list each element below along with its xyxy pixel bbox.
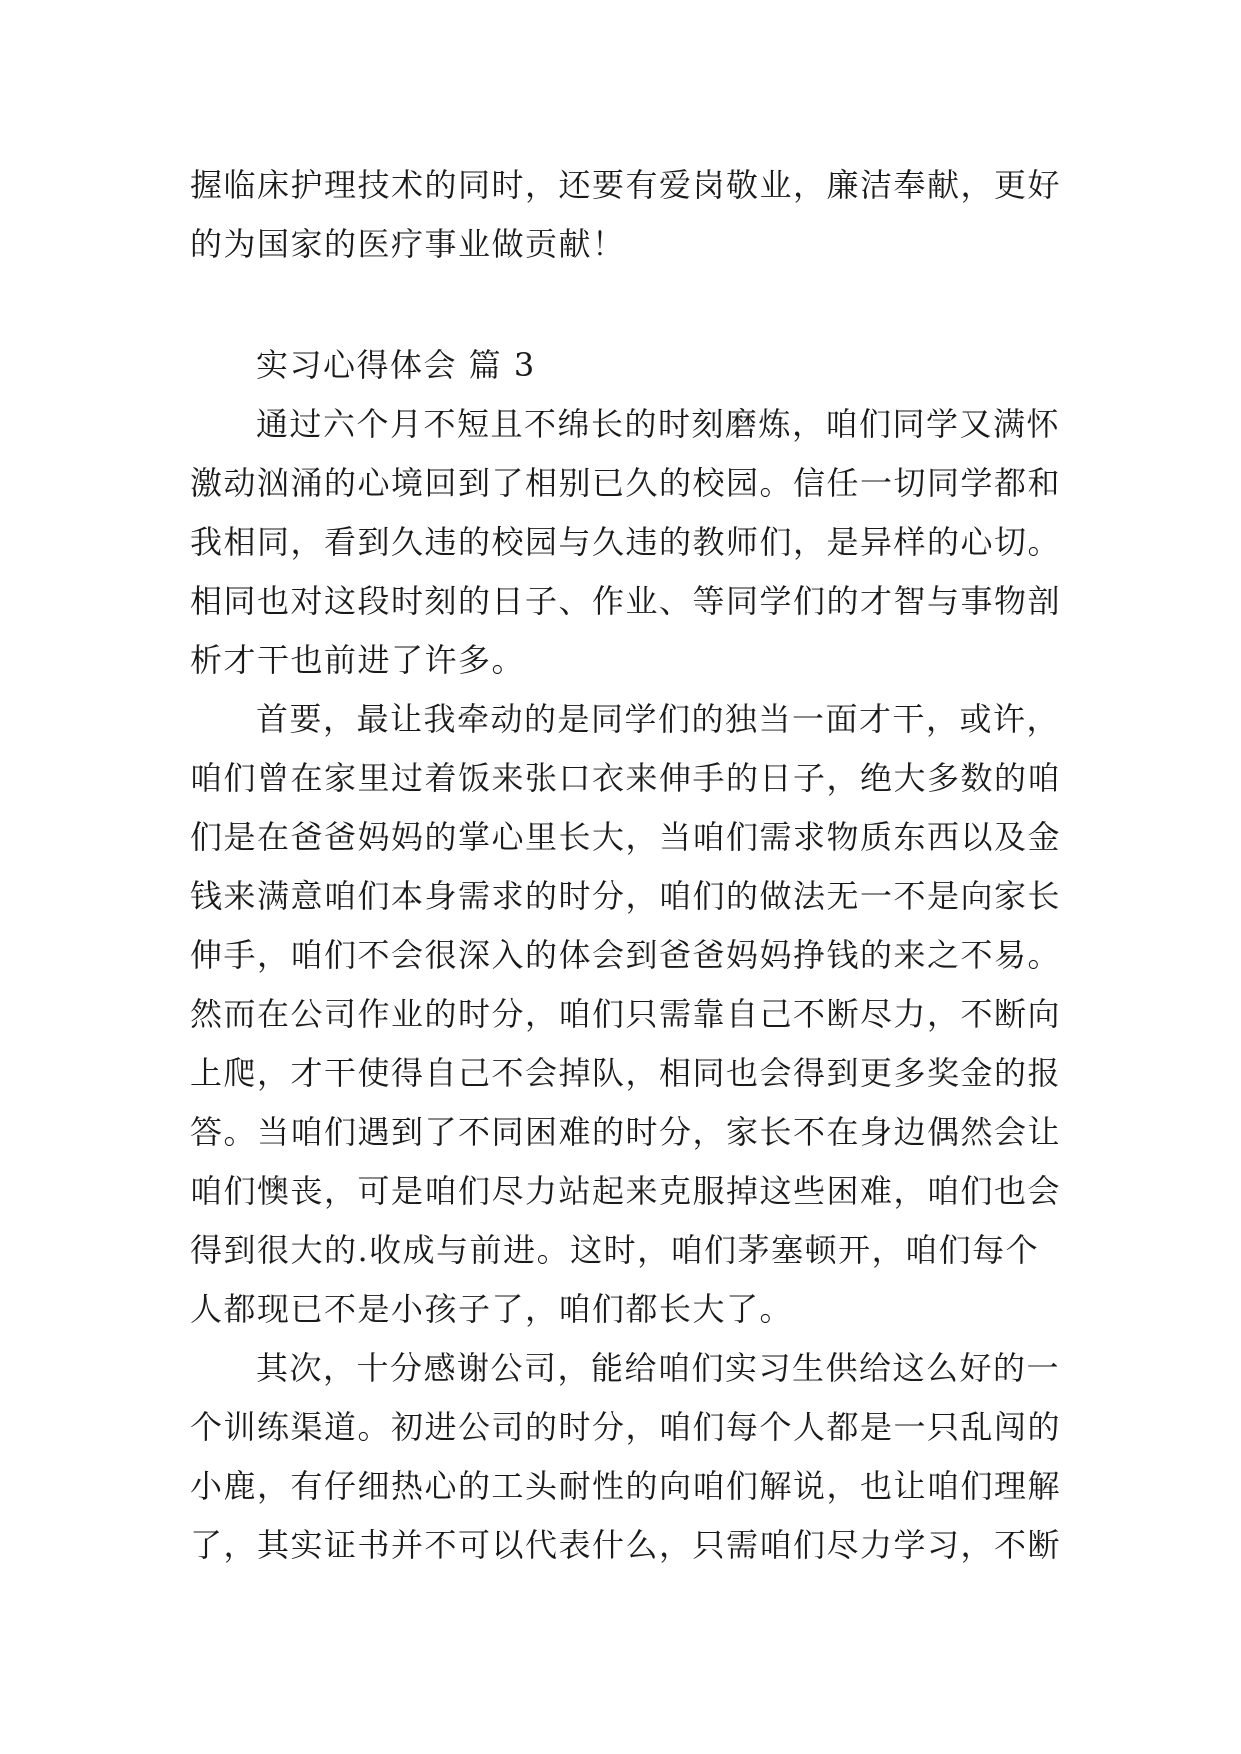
text-line: 个训练渠道。初进公司的时分，咱们每个人都是一只乱闯的 [190,1408,1062,1446]
text-line: 上爬，才干使得自己不会掉队，相同也会得到更多奖金的报 [190,1054,1062,1092]
text-line: 咱们曾在家里过着饭来张口衣来伸手的日子，绝大多数的咱 [190,759,1062,797]
paragraph-3 [190,1339,1070,1575]
text-line: 首要，最让我牵动的是同学们的独当一面才干，或许， [256,700,1061,738]
text-line: 们是在爸爸妈妈的掌心里长大，当咱们需求物质东西以及金 [190,818,1062,856]
text-line: 答。当咱们遇到了不同困难的时分，家长不在身边偶然会让 [190,1113,1062,1151]
text-line: 其次，十分感谢公司，能给咱们实习生供给这么好的一 [256,1349,1061,1387]
section-heading: 实习心得体会 篇 3 [256,346,536,384]
text-line: 小鹿，有仔细热心的工头耐性的向咱们解说，也让咱们理解 [190,1467,1062,1505]
text-line: 的为国家的医疗事业做贡献！ [190,225,626,263]
text-line: 然而在公司作业的时分，咱们只需靠自己不断尽力，不断向 [190,995,1062,1033]
text-line: 析才干也前进了许多。 [190,641,526,679]
text-line: 人都现已不是小孩子了，咱们都长大了。 [190,1290,794,1328]
document-body [190,156,1070,1575]
text-line: 了，其实证书并不可以代表什么，只需咱们尽力学习，不断 [190,1526,1062,1564]
text-line: 我相同，看到久违的校园与久违的教师们，是异样的心切。 [190,523,1062,561]
text-line: 咱们懊丧，可是咱们尽力站起来克服掉这些困难，咱们也会 [190,1172,1062,1210]
text-line: 通过六个月不短且不绵长的时刻磨炼，咱们同学又满怀 [256,405,1061,443]
text-line: 相同也对这段时刻的日子、作业、等同学们的才智与事物剖 [190,582,1062,620]
text-line: 激动汹涌的心境回到了相别已久的校园。信任一切同学都和 [190,464,1062,502]
paragraph-2 [190,690,1070,1339]
paragraph-1 [190,395,1070,690]
text-line: 得到很大的.收成与前进。这时，咱们茅塞顿开，咱们每个 [190,1231,1040,1269]
text-line: 握临床护理技术的同时，还要有爱岗敬业，廉洁奉献，更好 [190,166,1062,204]
text-line: 伸手，咱们不会很深入的体会到爸爸妈妈挣钱的来之不易。 [190,936,1062,974]
text-line: 钱来满意咱们本身需求的时分，咱们的做法无一不是向家长 [190,877,1062,915]
spacer [190,274,1070,336]
